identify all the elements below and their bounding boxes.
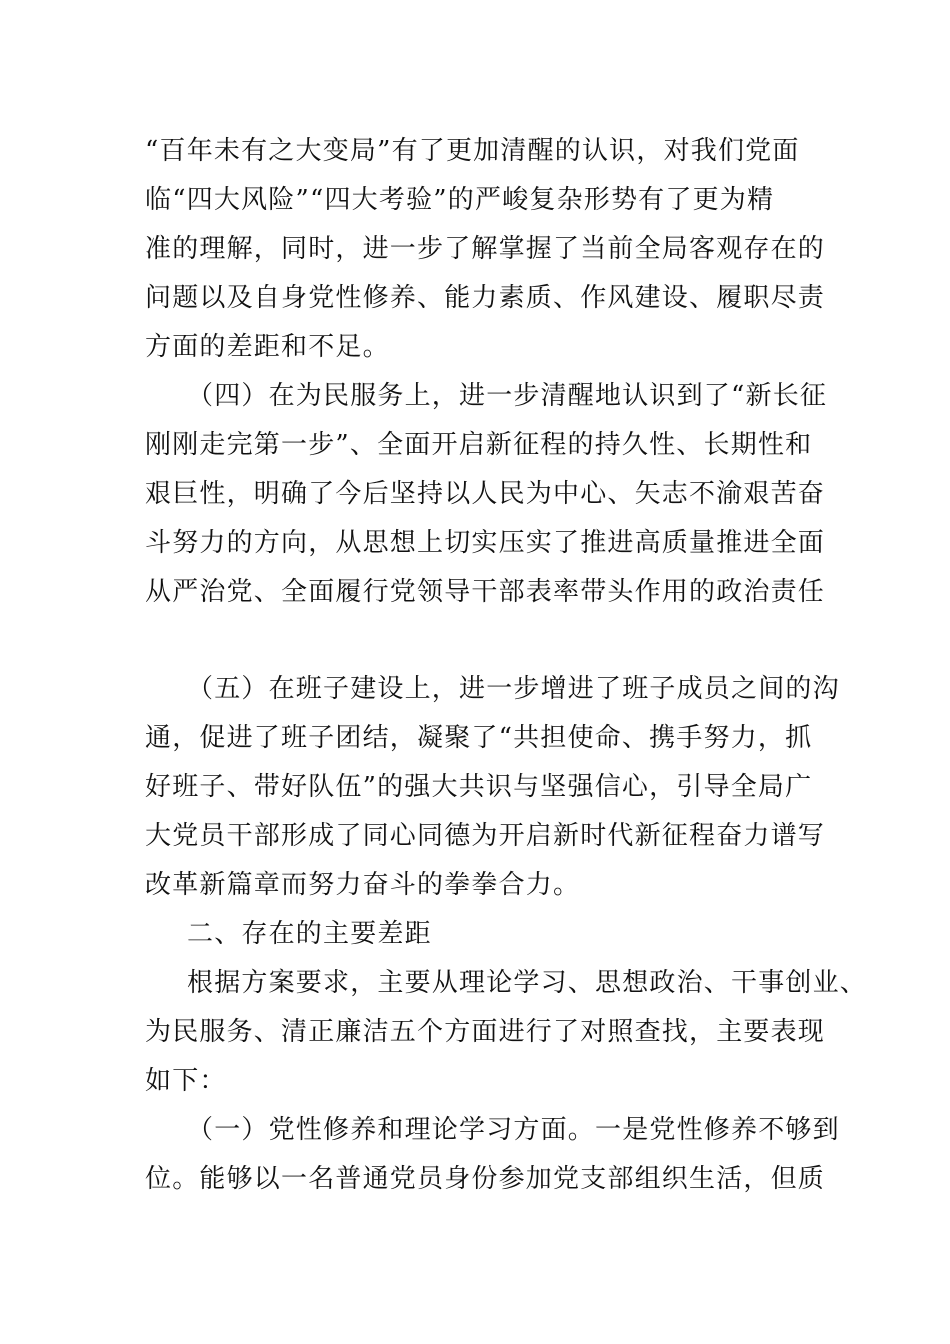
body-text xyxy=(145,127,868,1204)
paragraph-start-line: （五）在班子建设上，进一步增进了班子成员之间的沟 xyxy=(187,674,840,704)
text-line: 从严治党、全面履行党领导干部表率带头作用的政治责任 xyxy=(145,577,826,607)
text-line: 临“四大风险”“四大考验”的严峻复杂形势有了更为精 xyxy=(145,185,775,215)
text-line: 改革新篇章而努力奋斗的拳拳合力。 xyxy=(145,870,581,900)
text-line: 如下： xyxy=(145,1066,227,1096)
text-line: “百年未有之大变局”有了更加清醒的认识，对我们党面 xyxy=(145,136,800,166)
paragraph-start-line: 根据方案要求，主要从理论学习、思想政治、干事创业、 xyxy=(187,968,868,998)
text-line: 通，促进了班子团结，凝聚了“共担使命、携手努力，抓 xyxy=(145,723,813,753)
text-line: 大党员干部形成了同心同德为开启新时代新征程奋力谱写 xyxy=(145,821,826,851)
text-line: 准的理解，同时，进一步了解掌握了当前全局客观存在的 xyxy=(145,234,826,264)
text-line: 艰巨性，明确了今后坚持以人民为中心、矢志不渝艰苦奋 xyxy=(145,479,826,509)
text-line: 刚刚走完第一步”、全面开启新征程的持久性、长期性和 xyxy=(145,430,813,460)
paragraph-start-line: （四）在为民服务上，进一步清醒地认识到了“新长征 xyxy=(187,381,828,411)
paragraph-gap xyxy=(145,617,845,665)
text-line: 位。能够以一名普通党员身份参加党支部组织生活，但质 xyxy=(145,1164,826,1194)
text-line: 好班子、带好队伍”的强大共识与坚强信心，引导全局广 xyxy=(145,772,813,802)
paragraph-start-line: （一）党性修养和理论学习方面。一是党性修养不够到 xyxy=(187,1115,840,1145)
text-line: 为民服务、清正廉洁五个方面进行了对照查找，主要表现 xyxy=(145,1017,826,1047)
section-heading: 二、存在的主要差距 xyxy=(187,919,432,949)
text-line: 方面的差距和不足。 xyxy=(145,332,390,362)
text-line: 问题以及自身党性修养、能力素质、作风建设、履职尽责 xyxy=(145,283,826,313)
text-line: 斗努力的方向，从思想上切实压实了推进高质量推进全面 xyxy=(145,528,826,558)
